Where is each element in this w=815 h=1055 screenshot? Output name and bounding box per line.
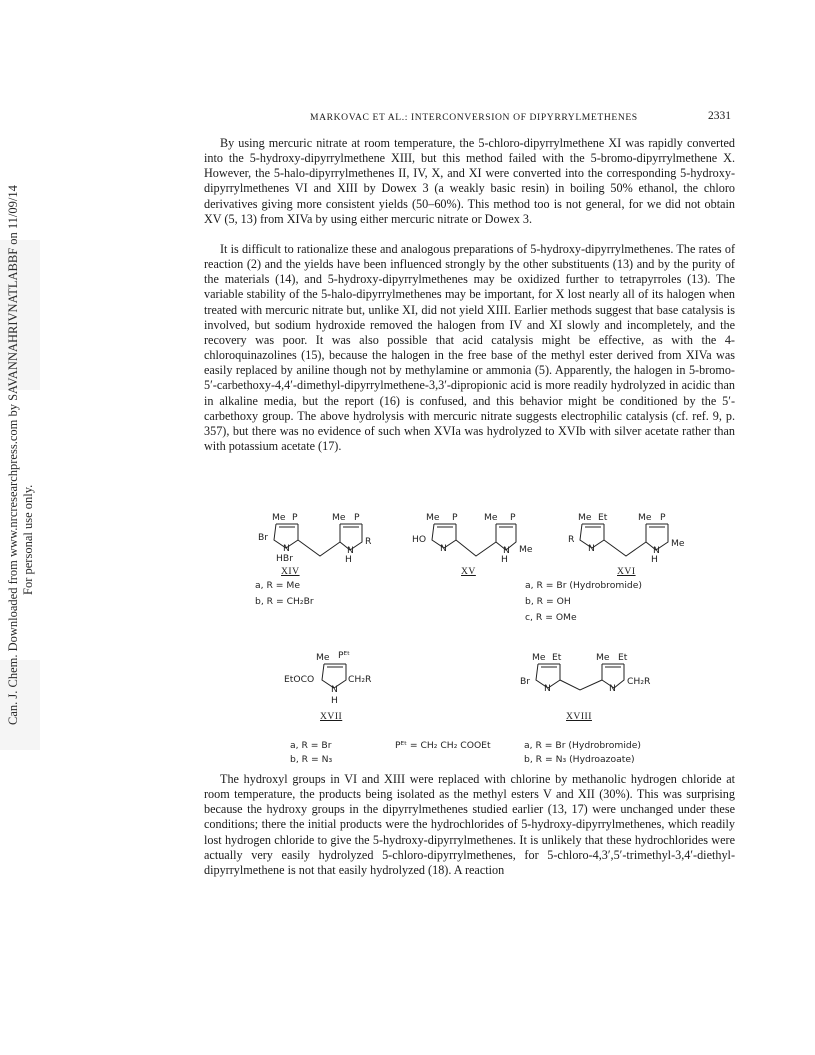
- xv-sub-p-2: P: [510, 512, 516, 523]
- xvi-sub-p: P: [660, 512, 666, 523]
- structure-xvii: [284, 652, 384, 712]
- xviii-atom-n-1: N: [544, 683, 551, 694]
- xiv-sub-p-1: P: [292, 512, 298, 523]
- xiv-atom-n-2: N: [347, 545, 354, 556]
- xviii-sub-et-1: Et: [552, 652, 562, 663]
- xviii-sub-me-2: Me: [596, 652, 610, 663]
- structure-number-xvi: XVI: [617, 566, 636, 577]
- xvi-sub-me-1: Me: [578, 512, 592, 523]
- pet-definition: Pᴱᵗ = CH₂ CH₂ COOEt: [395, 740, 491, 751]
- xviii-sub-me-1: Me: [532, 652, 546, 663]
- download-sidebar: [0, 0, 40, 1055]
- structure-xviii: [518, 652, 668, 712]
- xiv-variant-a: a, R = Me: [255, 580, 300, 591]
- structure-xvi: [568, 512, 688, 572]
- xiv-sub-me-1: Me: [272, 512, 286, 523]
- structure-xiv: [258, 512, 388, 572]
- structure-number-xviii: XVIII: [566, 711, 592, 722]
- xvii-variant-b: b, R = N₃: [290, 754, 333, 765]
- xv-sub-me-2: Me: [484, 512, 498, 523]
- page-number: 2331: [708, 110, 731, 122]
- structure-number-xvii: XVII: [320, 711, 343, 722]
- xvii-atom-n: N: [331, 684, 338, 695]
- body-paragraph: It is difficult to rationalize these and analogous preparations of 5-hydroxy-dipyrrylmethenes. The rates of reaction (2) and the yields have been influenced strongly by the other substituents (13) and by the purity of the materials (14), and 5-hydroxy-dipyrrylmethenes may be oxidized further to tetrapyrroles (13). The variable stability of the 5-halo-dipyrrylmethenes may be important, for X lost nearly all of its halogen when treated with mercuric nitrate but, unlike XI, did not yield XIII. Earlier methods suggest that base catalysis is involved, but sodium hydroxide removed the halogen from IV and XI slowly and incompletely, and the recovery was poor. It was also possible that acid catalysis might be effective, as with the 4-chloroquinazolines (15), because the halogen in the free base of the methyl ester derived from XIVa was easily replaced by aniline though not by methylamine or ammonia (5). Apparently, the halogen in 5-bromo-5′-carbethoxy-4,4′-dimethyl-dipyrrylmethene-3,3′-dipropionic acid is more readily hydrolyzed in acidic than in alkaline media, but the report (16) is confused, and this behavior might be conditioned by the 5′-carbethoxy group. The above hydrolysis with mercuric nitrate suggests electrophilic catalysis (cf. ref. 9, p. 357), but there was no evidence of such when XVIa was hydrolyzed to XVIb with silver acetate rather than with potassium acetate (17).: [204, 242, 735, 454]
- xviii-sub-ch2r: CH₂R: [627, 676, 651, 687]
- xv-atom-n-1: N: [440, 543, 447, 554]
- xviii-sub-br: Br: [520, 676, 531, 687]
- xiv-sub-br: Br: [258, 532, 269, 543]
- xvi-variant-a: a, R = Br (Hydrobromide): [525, 580, 642, 591]
- xvi-variant-c: c, R = OMe: [525, 612, 577, 623]
- xviii-variant-a: a, R = Br (Hydrobromide): [524, 740, 641, 751]
- xvi-variant-b: b, R = OH: [525, 596, 571, 607]
- xv-sub-p-1: P: [452, 512, 458, 523]
- xvii-sub-ch2r: CH₂R: [348, 674, 372, 685]
- xvi-sub-h: H: [651, 554, 658, 565]
- personal-use-notice: For personal use only.: [21, 484, 35, 595]
- xvi-atom-n-2: N: [653, 545, 660, 556]
- body-paragraph: By using mercuric nitrate at room temperature, the 5-chloro-dipyrrylmethene XI was rapidly converted into the 5-hydroxy-dipyrrylmethene XIII, but this method failed with the 5-bromo-dipyrrylmethene X. However, the 5-halo-dipyrrylmethenes II, IV, X, and XI were converted into the corresponding 5-hydroxy-dipyrrylmethenes VI and XIII by Dowex 3 (a weakly basic resin) in boiling 50% ethanol, the chloro derivatives giving more consistent yields (50–60%). This method too is not general, for we did not obtain XV (5, 13) from XIVa by using either mercuric nitrate or Dowex 3.: [204, 136, 735, 226]
- xvii-sub-me: Me: [316, 652, 330, 663]
- xiv-atom-n-1: N: [283, 543, 290, 554]
- xv-atom-n-2: N: [503, 545, 510, 556]
- structure-xv: [412, 512, 532, 572]
- xvi-sub-r: R: [568, 534, 575, 545]
- xvi-sub-me-2: Me: [638, 512, 652, 523]
- xv-sub-h: H: [501, 554, 508, 565]
- structure-number-xiv: XIV: [281, 566, 300, 577]
- xvii-sub-etoco: EtOCO: [284, 674, 315, 685]
- download-notice: Can. J. Chem. Downloaded from www.nrcresearchpress.com by SAVANNAHRIVNATLABBF on 11/09/14: [6, 185, 20, 725]
- xv-sub-ho: HO: [412, 534, 427, 545]
- xiv-variant-b: b, R = CH₂Br: [255, 596, 314, 607]
- xiv-sub-me-2: Me: [332, 512, 346, 523]
- xiv-sub-p-2: P: [354, 512, 360, 523]
- xvi-atom-n-1: N: [588, 543, 595, 554]
- xvii-sub-pet: Pᴱᵗ: [338, 650, 350, 661]
- structure-number-xv: XV: [461, 566, 476, 577]
- xviii-variant-b: b, R = N₃ (Hydroazoate): [524, 754, 635, 765]
- xvii-sub-h: H: [331, 695, 338, 706]
- xviii-sub-et-2: Et: [618, 652, 628, 663]
- running-title: MARKOVAC ET AL.: INTERCONVERSION OF DIPYRRYLMETHENES: [310, 112, 638, 123]
- xvii-variant-a: a, R = Br: [290, 740, 332, 751]
- xvi-sub-et: Et: [598, 512, 608, 523]
- xvi-sub-me-3: Me: [671, 538, 685, 549]
- xiv-sub-h: H: [345, 554, 352, 565]
- xviii-atom-n-2: N: [609, 683, 616, 694]
- xv-sub-me-3: Me: [519, 544, 533, 555]
- xiv-sub-hbr: HBr: [276, 553, 293, 564]
- body-paragraph: The hydroxyl groups in VI and XIII were replaced with chlorine by methanolic hydrogen chloride at room temperature, the products being isolated as the methyl esters V and XII (30%). This was surprising because the hydroxy groups in the dipyrrylmethenes studied earlier (13, 17) were unchanged under these conditions; there the initial products were the hydrochlorides of 5-hydroxy-dipyrrylmethenes, which readily lost hydrogen chloride to give the 5-hydroxy-dipyrrylmethenes. It is unlikely that these hydrochlorides were actually very easily hydrolyzed 5-chloro-dipyrrylmethenes, for 5-chloro-4,3′,5′-trimethyl-3,4′-diethyl-dipyrrylmethene is not that easily hydrolyzed (18). A reaction: [204, 772, 735, 877]
- xiv-sub-r: R: [365, 536, 372, 547]
- xv-sub-me-1: Me: [426, 512, 440, 523]
